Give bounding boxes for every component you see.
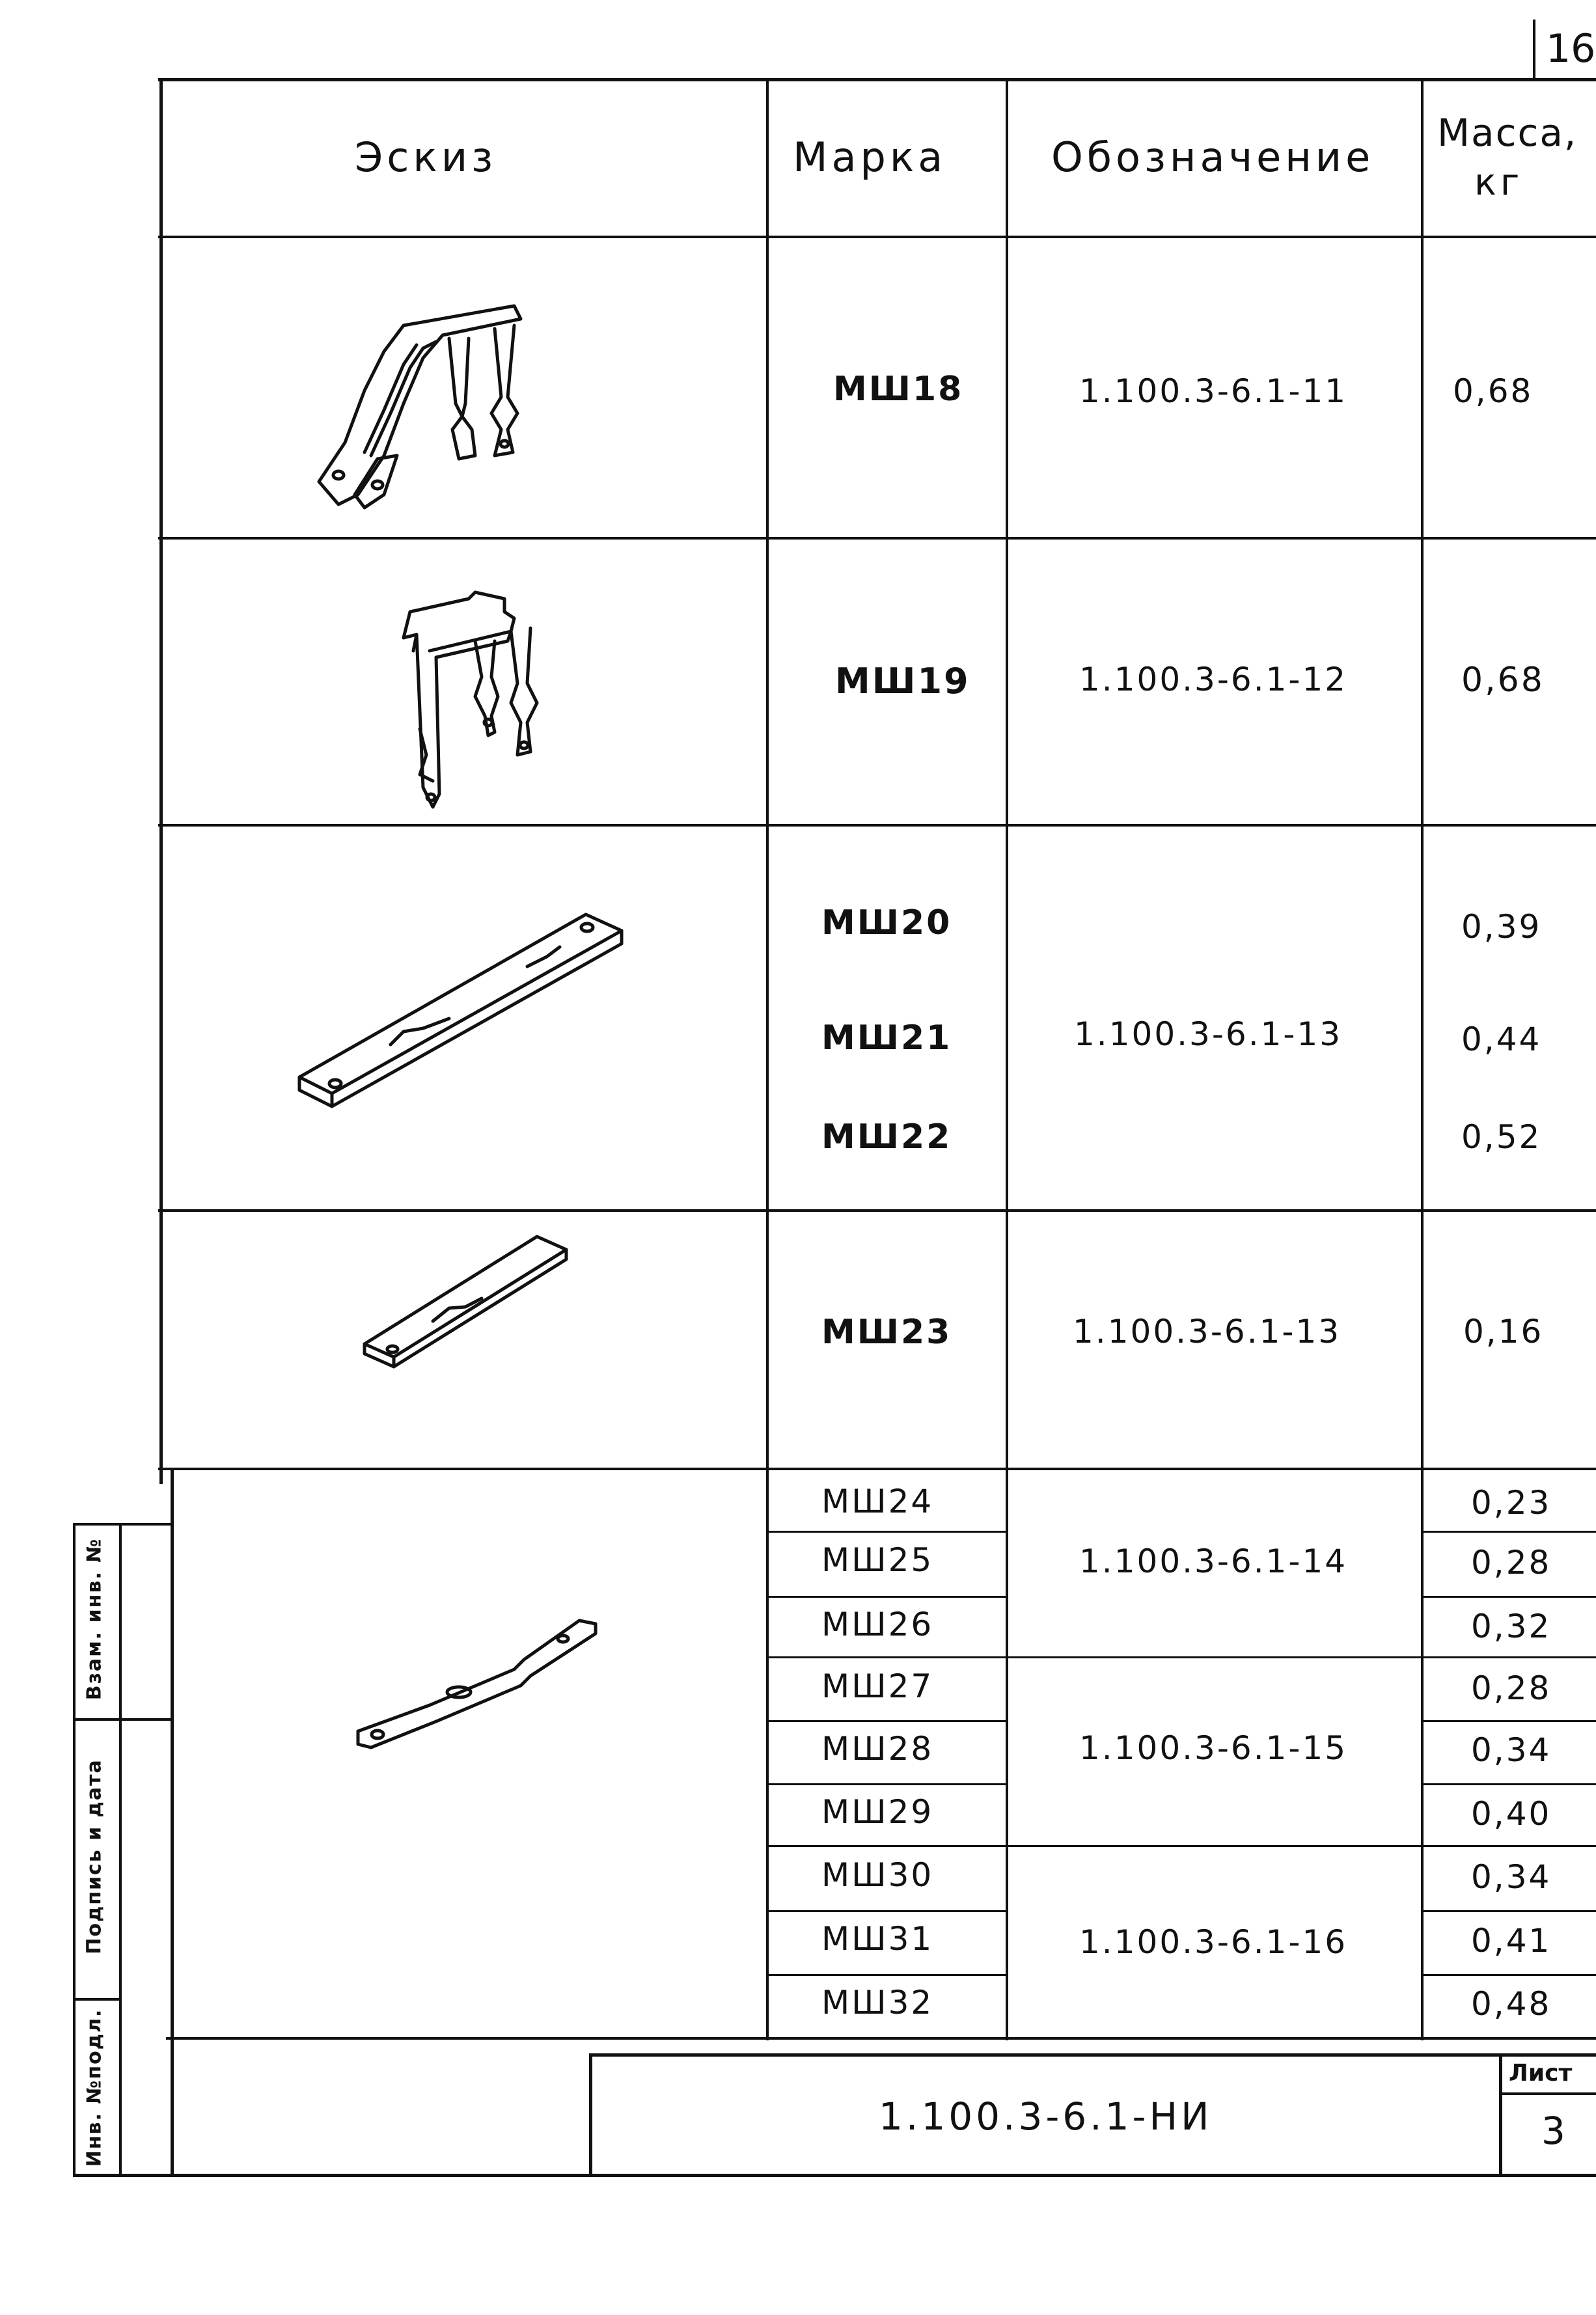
mark-cell: МШ22 xyxy=(821,1117,952,1157)
mark-cell: МШ25 xyxy=(821,1541,934,1579)
mass-cell: 0,52 xyxy=(1461,1118,1542,1156)
mark-cell: МШ20 xyxy=(821,903,952,942)
mass-cell: 0,28 xyxy=(1471,1669,1552,1707)
u-bracket-icon xyxy=(391,586,547,814)
mass-cell: 0,32 xyxy=(1471,1608,1552,1645)
mass-cell: 0,34 xyxy=(1471,1858,1552,1896)
sheet-number: 3 xyxy=(1541,2109,1565,2153)
mark-cell: МШ19 xyxy=(835,661,970,702)
signature-date-label: Подпись и дата xyxy=(83,1759,106,1954)
mark-cell: МШ29 xyxy=(821,1793,934,1831)
mark-cell: МШ28 xyxy=(821,1730,934,1768)
designation-cell: 1.100.3-6.1-16 xyxy=(1079,1923,1348,1961)
bent-bracket-icon xyxy=(306,299,540,514)
mass-cell: 0,39 xyxy=(1461,908,1542,946)
mark-cell: МШ27 xyxy=(821,1667,934,1705)
mark-cell: МШ32 xyxy=(821,1984,934,2021)
mark-cell: МШ21 xyxy=(821,1019,952,1058)
short-flat-bar-icon xyxy=(361,1230,576,1370)
designation-cell: 1.100.3-6.1-12 xyxy=(1079,661,1348,698)
header-designation: Обозначение xyxy=(1051,133,1375,181)
mass-cell: 0,28 xyxy=(1471,1544,1552,1582)
mark-cell: МШ26 xyxy=(821,1606,934,1643)
mass-cell: 0,68 xyxy=(1461,661,1545,700)
designation-cell: 1.100.3-6.1-15 xyxy=(1079,1729,1348,1767)
sheet-label: Лист xyxy=(1509,2060,1573,2087)
mass-cell: 0,40 xyxy=(1471,1795,1552,1833)
mark-cell: МШ24 xyxy=(821,1483,934,1520)
mark-cell: МШ30 xyxy=(821,1856,934,1894)
mark-cell: МШ31 xyxy=(821,1920,934,1958)
long-flat-bar-icon xyxy=(293,901,631,1110)
designation-cell: 1.100.3-6.1-13 xyxy=(1074,1015,1343,1053)
header-sketch: Эскиз xyxy=(355,133,497,181)
replaced-inv-label: Взам. инв. № xyxy=(83,1537,106,1701)
mark-cell: МШ23 xyxy=(821,1313,952,1352)
mass-cell: 0,34 xyxy=(1471,1731,1552,1769)
document-code: 1.100.3-6.1-НИ xyxy=(879,2094,1213,2139)
sheet-corner-number: 16 xyxy=(1546,26,1596,72)
mark-cell: МШ18 xyxy=(833,370,964,409)
designation-cell: 1.100.3-6.1-14 xyxy=(1079,1542,1348,1580)
mass-cell: 0,41 xyxy=(1471,1922,1552,1960)
stepped-plate-icon xyxy=(351,1614,599,1754)
mass-cell: 0,16 xyxy=(1463,1313,1544,1350)
designation-cell: 1.100.3-6.1-11 xyxy=(1079,372,1348,410)
mass-cell: 0,68 xyxy=(1453,372,1534,410)
mass-cell: 0,48 xyxy=(1471,1985,1552,2023)
header-mass-line1: Масса, xyxy=(1437,111,1578,155)
mass-cell: 0,23 xyxy=(1471,1484,1552,1522)
header-mark: Марка xyxy=(793,133,947,181)
mass-cell: 0,44 xyxy=(1461,1021,1542,1058)
inv-no-orig-label: Инв. №подл. xyxy=(83,2008,106,2167)
designation-cell: 1.100.3-6.1-13 xyxy=(1073,1313,1341,1350)
header-mass-line2: кг xyxy=(1474,161,1524,204)
